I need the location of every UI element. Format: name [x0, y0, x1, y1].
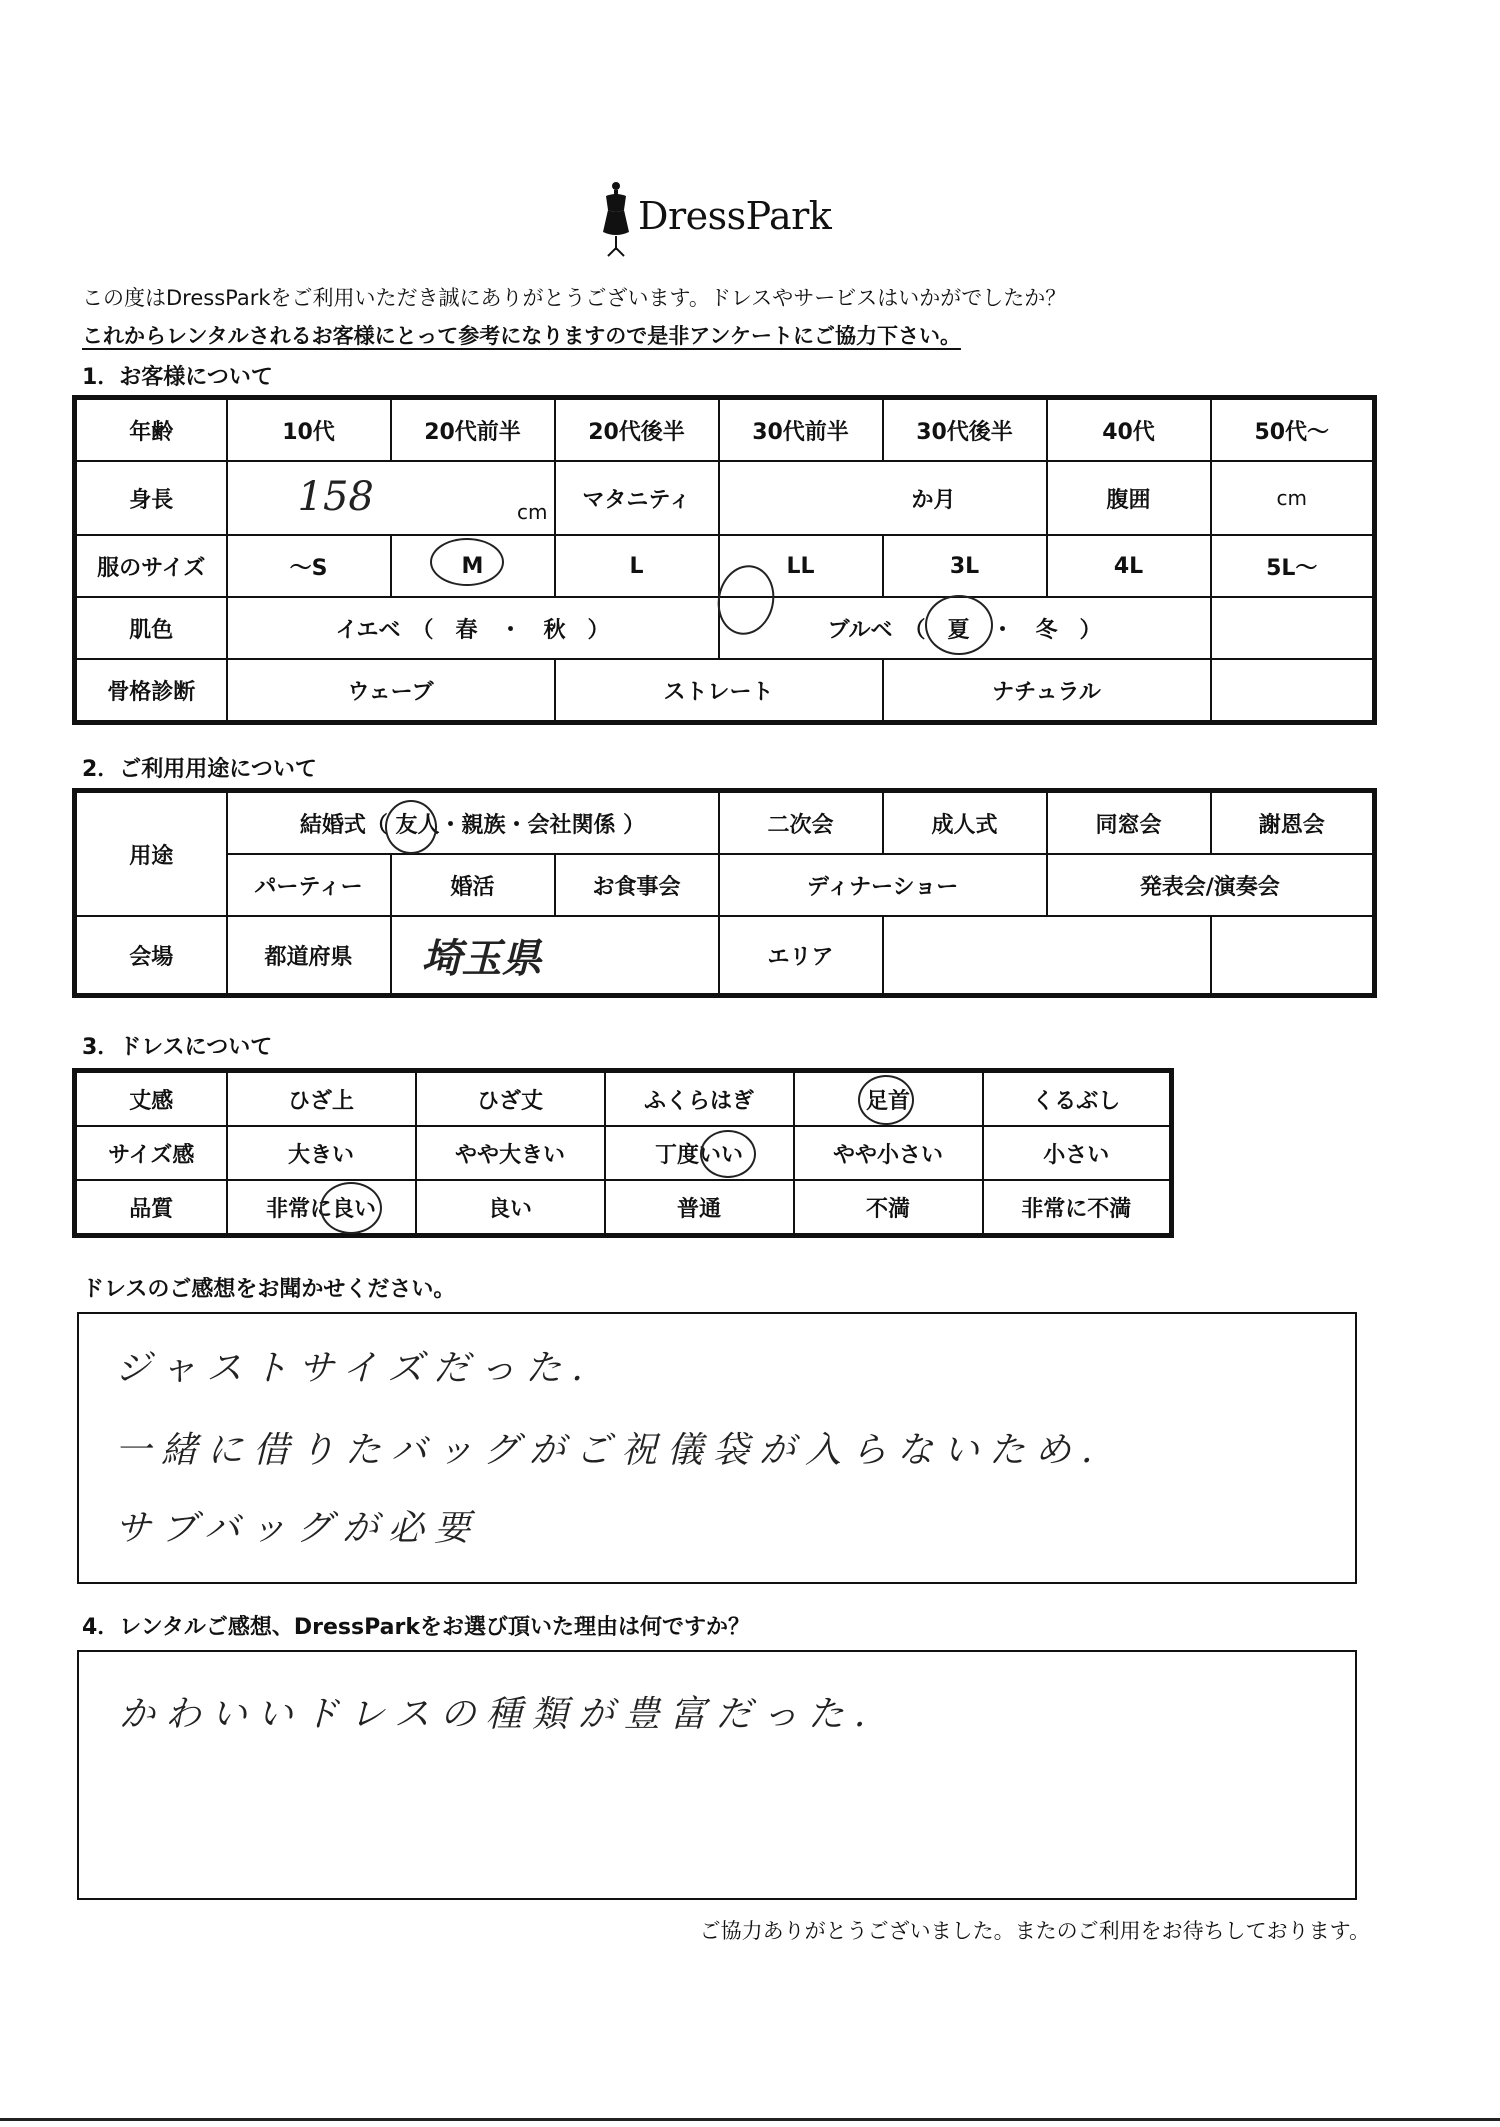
height-unit: cm — [517, 500, 548, 524]
age-option[interactable]: 40代 — [1047, 398, 1211, 462]
height-value: 158 — [297, 474, 374, 520]
footer-thanks: ご協力ありがとうございました。またのご利用をお待ちしております。 — [699, 1919, 1370, 1943]
selection-circle — [858, 1075, 914, 1125]
quality-option[interactable]: 不満 — [794, 1180, 983, 1236]
skin-label: 肌色 — [75, 597, 227, 659]
selection-circle — [925, 595, 993, 655]
size-option[interactable]: ～S — [227, 535, 391, 597]
selection-circle — [320, 1182, 382, 1234]
length-option[interactable]: ひざ上 — [227, 1071, 416, 1127]
dress-form-icon — [596, 180, 636, 260]
size-option[interactable]: LL — [719, 535, 883, 597]
empty-cell — [1211, 916, 1375, 996]
fit-option[interactable]: 小さい — [983, 1126, 1172, 1180]
customer-table — [72, 395, 1377, 725]
age-option[interactable]: 30代後半 — [883, 398, 1047, 462]
section3-title: 3．ドレスについて — [82, 1035, 273, 1060]
impressions-title: ドレスのご感想をお聞かせください。 — [82, 1277, 456, 1302]
impression-line: ジャストサイズだった. — [115, 1348, 593, 1389]
skeleton-label: 骨格診断 — [75, 659, 227, 723]
section2-title: 2．ご利用用途について — [82, 757, 317, 782]
scan-edge — [0, 2118, 1500, 2121]
fit-label: サイズ感 — [75, 1126, 227, 1180]
age-option[interactable]: 20代前半 — [391, 398, 555, 462]
purpose-option[interactable]: ディナーショー — [719, 854, 1047, 916]
impression-line: サブバッグが必要 — [115, 1508, 481, 1549]
size-option[interactable]: 4L — [1047, 535, 1211, 597]
venue-label: 会場 — [75, 916, 227, 996]
height-row — [75, 461, 1375, 535]
purpose-option[interactable]: パーティー — [227, 854, 391, 916]
maternity-field[interactable] — [719, 461, 1047, 535]
intro-text: この度はDressParkをご利用いただき誠にありがとうございます。ドレスやサービスはいかがでしたか？ — [82, 286, 1067, 310]
waist-field[interactable] — [1211, 461, 1375, 535]
maternity-unit: か月 — [911, 487, 956, 513]
section1-title: 1．お客様について — [82, 365, 273, 390]
purpose-option[interactable]: 同窓会 — [1047, 791, 1211, 855]
purpose-option[interactable]: 成人式 — [883, 791, 1047, 855]
dress-table — [72, 1068, 1174, 1238]
skeleton-option-selected[interactable]: ストレート — [555, 659, 883, 723]
length-option[interactable]: くるぶし — [983, 1071, 1172, 1127]
impressions-textarea[interactable] — [77, 1312, 1357, 1584]
size-label: 服のサイズ — [75, 535, 227, 597]
age-option[interactable]: 50代～ — [1211, 398, 1375, 462]
fit-row — [75, 1126, 1172, 1180]
skeleton-option[interactable]: ナチュラル — [883, 659, 1211, 723]
usage-row2 — [75, 854, 1375, 916]
empty-cell — [1211, 597, 1375, 659]
maternity-label: マタニティ — [555, 461, 719, 535]
skeleton-row — [75, 659, 1375, 723]
purpose-option[interactable]: 二次会 — [719, 791, 883, 855]
quality-option[interactable]: 非常に不満 — [983, 1180, 1172, 1236]
reason-textarea[interactable] — [77, 1650, 1357, 1900]
usage-row1 — [75, 791, 1375, 855]
impression-line: 一緒に借りたバッグがご祝儀袋が入らないため. — [115, 1430, 1103, 1471]
skin-blue-base[interactable]: ブルベ （ 夏 ・ 冬 ） — [719, 597, 1211, 659]
size-option[interactable]: L — [555, 535, 719, 597]
prefecture-label: 都道府県 — [227, 916, 391, 996]
selection-circle — [430, 538, 504, 586]
selection-circle — [385, 800, 437, 854]
selection-circle — [700, 1130, 756, 1178]
age-label: 年齢 — [75, 398, 227, 462]
age-option[interactable]: 10代 — [227, 398, 391, 462]
brand-logo — [596, 180, 916, 260]
fit-option-selected[interactable]: 丁度いい — [605, 1126, 794, 1180]
area-value[interactable] — [883, 916, 1211, 996]
age-row — [75, 398, 1375, 462]
brand-name: DressPark — [638, 194, 832, 238]
waist-label: 腹囲 — [1047, 461, 1211, 535]
reason-line: かわいいドレスの種類が豊富だった. — [119, 1694, 876, 1735]
height-label: 身長 — [75, 461, 227, 535]
section4-title: 4．レンタルご感想、DressParkをお選び頂いた理由は何ですか？ — [82, 1615, 750, 1640]
age-option[interactable]: 30代前半 — [719, 398, 883, 462]
quality-option-selected[interactable]: 非常に良い — [227, 1180, 416, 1236]
size-option[interactable]: 5L～ — [1211, 535, 1375, 597]
length-label: 丈感 — [75, 1071, 227, 1127]
skeleton-option[interactable]: ウェーブ — [227, 659, 555, 723]
length-row — [75, 1071, 1172, 1127]
length-option[interactable]: ひざ丈 — [416, 1071, 605, 1127]
waist-unit: cm — [1276, 486, 1307, 510]
height-field[interactable] — [227, 461, 555, 535]
intro-request: これからレンタルされるお客様にとって参考になりますので是非アンケートにご協力下さい。 — [82, 324, 961, 348]
purpose-label: 用途 — [75, 791, 227, 917]
purpose-option[interactable]: お食事会 — [555, 854, 719, 916]
length-option-selected[interactable]: 足首 — [794, 1071, 983, 1127]
fit-option[interactable]: やや大きい — [416, 1126, 605, 1180]
quality-option[interactable]: 普通 — [605, 1180, 794, 1236]
length-option[interactable]: ふくらはぎ — [605, 1071, 794, 1127]
quality-label: 品質 — [75, 1180, 227, 1236]
size-option[interactable]: 3L — [883, 535, 1047, 597]
quality-option[interactable]: 良い — [416, 1180, 605, 1236]
size-option-selected[interactable]: M — [391, 535, 555, 597]
prefecture-value[interactable]: 埼玉県 — [391, 916, 719, 996]
purpose-option[interactable]: 婚活 — [391, 854, 555, 916]
wedding-option[interactable]: 結婚式（ 友人・親族・会社関係 ） — [227, 791, 719, 855]
purpose-option[interactable]: 発表会/演奏会 — [1047, 854, 1375, 916]
age-option-selected[interactable]: 20代後半 — [555, 398, 719, 462]
fit-option[interactable]: やや小さい — [794, 1126, 983, 1180]
skin-yellow-base[interactable]: イエベ （ 春 ・ 秋 ） — [227, 597, 719, 659]
purpose-option[interactable]: 謝恩会 — [1211, 791, 1375, 855]
empty-cell — [1211, 659, 1375, 723]
area-label: エリア — [719, 916, 883, 996]
fit-option[interactable]: 大きい — [227, 1126, 416, 1180]
venue-row — [75, 916, 1375, 996]
quality-row — [75, 1180, 1172, 1236]
usage-table — [72, 788, 1377, 998]
